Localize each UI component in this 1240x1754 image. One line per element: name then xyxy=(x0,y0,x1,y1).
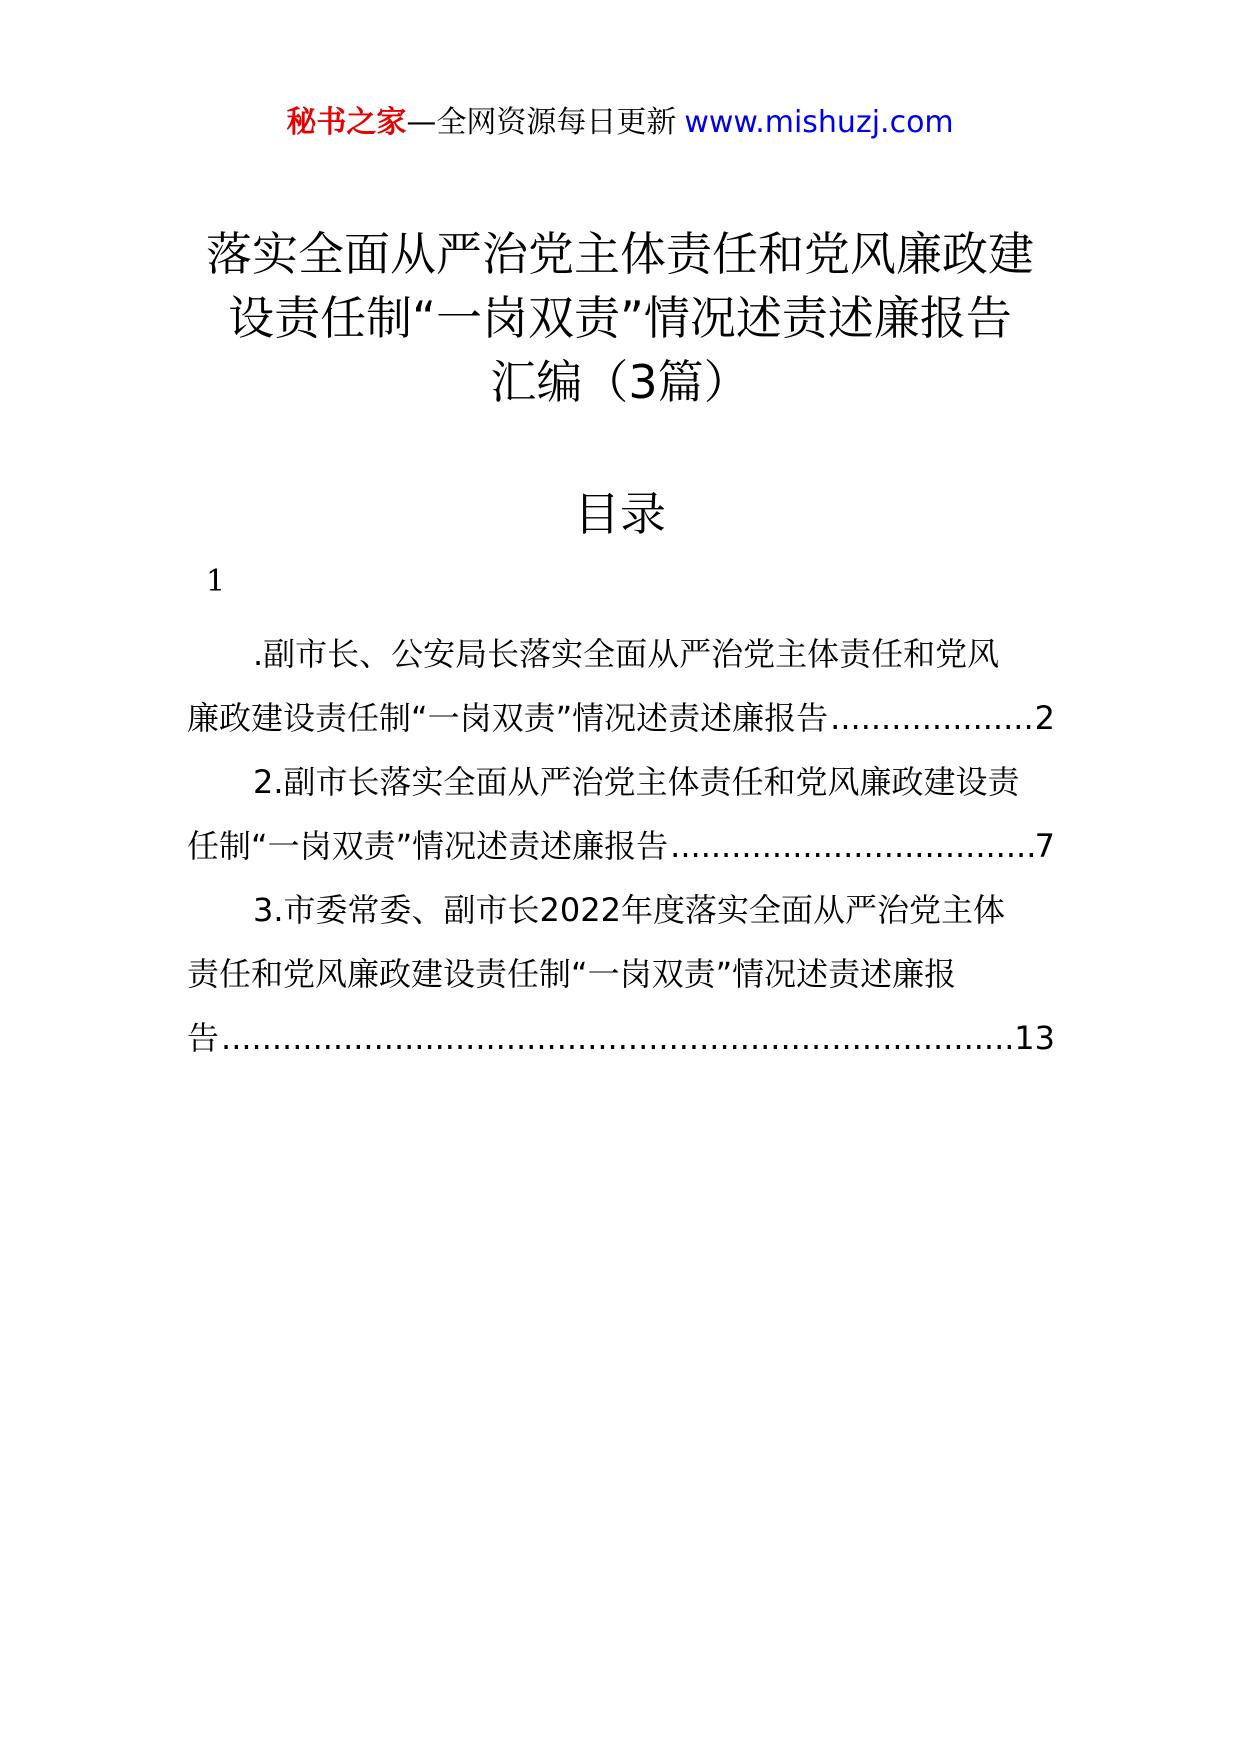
toc-entry-text: 责任和党风廉政建设责任制“一岗双责”情况述责述廉报 xyxy=(187,955,957,993)
title-line: 设责任制“一岗双责”情况述责述廉报告 xyxy=(228,291,1012,345)
toc-entry-text: 告 xyxy=(187,1019,220,1057)
toc-entry-1-line-2[interactable] xyxy=(187,686,1055,750)
site-url-link[interactable]: www.mishuzj.com xyxy=(684,105,954,140)
toc-entry-2-line-1[interactable] xyxy=(187,750,1055,814)
title-line: 汇编（3篇） xyxy=(490,355,750,409)
toc-entry-3-line-1[interactable] xyxy=(187,878,1055,942)
stray-number: 1 xyxy=(206,564,226,599)
toc-entry-text: 任制“一岗双责”情况述责述廉报告 xyxy=(187,827,669,865)
site-header xyxy=(0,100,1240,146)
toc-page-number: 2 xyxy=(1034,699,1055,737)
dot-leader xyxy=(670,814,1032,878)
table-of-contents xyxy=(187,622,1055,1070)
toc-entry-3-line-3[interactable] xyxy=(187,1006,1055,1070)
toc-page-number: 13 xyxy=(1014,1019,1055,1057)
toc-entry-1-line-1[interactable] xyxy=(187,622,1055,686)
toc-entry-text: 3.市委常委、副市长2022年度落实全面从严治党主体 xyxy=(253,891,1005,929)
dot-leader xyxy=(221,1006,1012,1070)
toc-entry-text: .副市长、公安局长落实全面从严治党主体责任和党风 xyxy=(253,635,1000,673)
brand-name: 秘书之家 xyxy=(286,105,407,140)
toc-heading: 目录 xyxy=(574,487,666,541)
header-slogan: —全网资源每日更新 xyxy=(406,105,677,140)
toc-entry-text: 廉政建设责任制“一岗双责”情况述责述廉报告 xyxy=(187,699,829,737)
title-line: 落实全面从严治党主体责任和党风廉政建 xyxy=(206,227,1034,281)
document-title xyxy=(150,222,1090,414)
toc-entry-text: 2.副市长落实全面从严治党主体责任和党风廉政建设责 xyxy=(253,763,1020,801)
toc-page-number: 7 xyxy=(1034,827,1055,865)
toc-entry-2-line-2[interactable] xyxy=(187,814,1055,878)
toc-entry-3-line-2[interactable] xyxy=(187,942,1055,1006)
dot-leader xyxy=(830,686,1032,750)
